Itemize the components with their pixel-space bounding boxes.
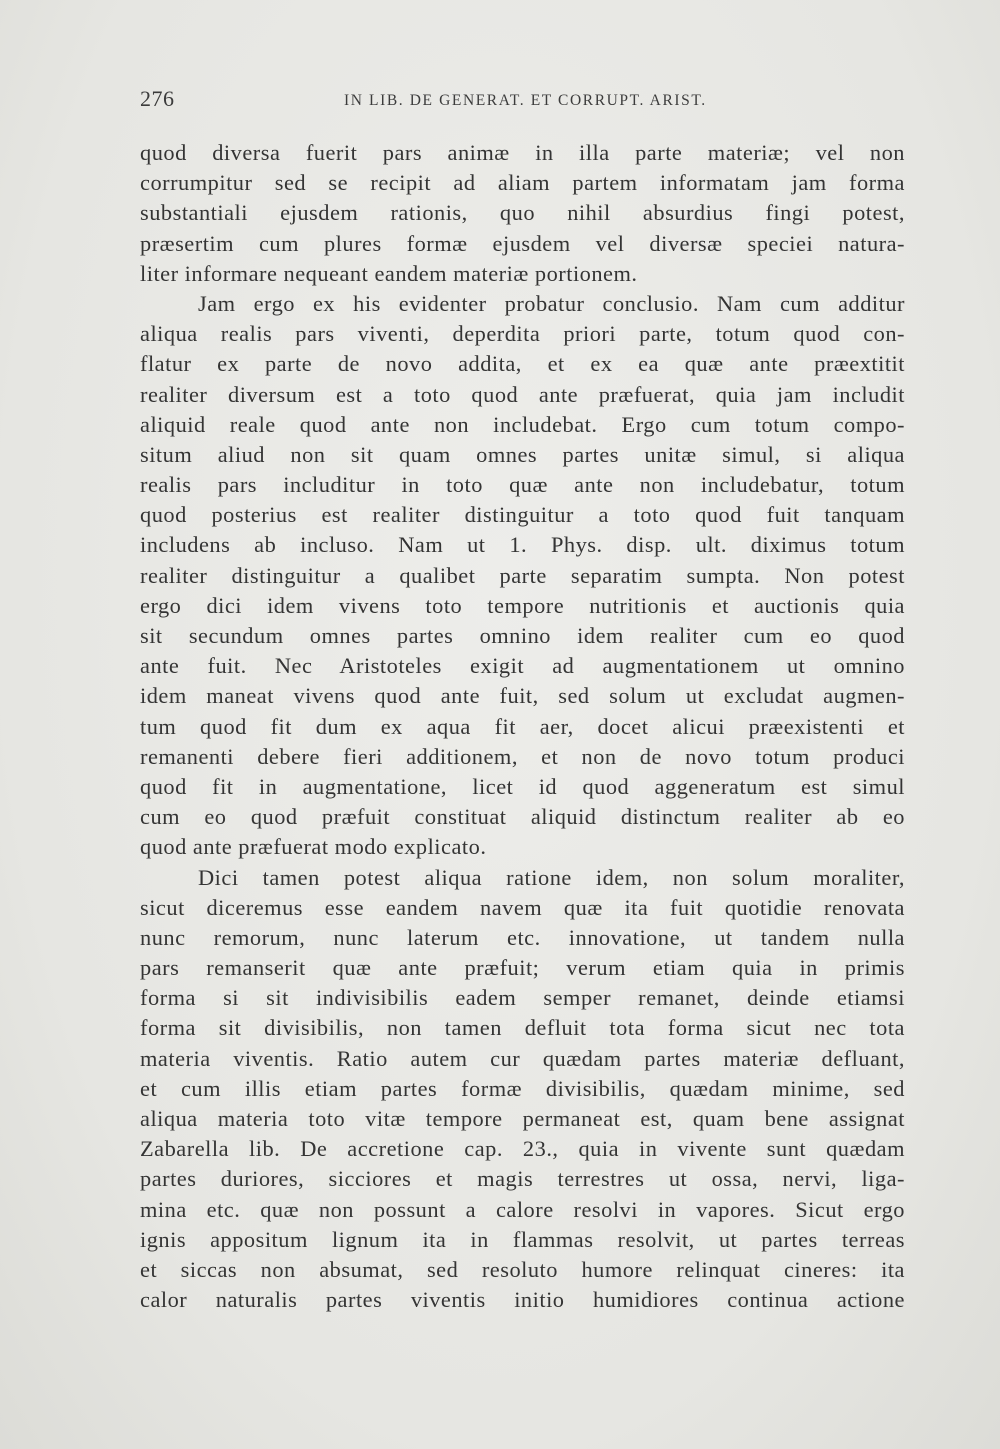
- body-text: [140, 138, 905, 1315]
- text-line: Jam ergo ex his evidenter probatur conclusio. Nam cum additur: [198, 290, 905, 316]
- text-line: sit secundum omnes partes omnino idem realiter cum eo quod: [140, 623, 905, 648]
- text-line: et siccas non absumat, sed resoluto humore relinquat cineres: ita: [140, 1256, 905, 1282]
- text-line: forma si sit indivisibilis eadem semper remanet, deinde etiamsi: [140, 985, 905, 1011]
- text-line: quod fit in augmentatione, licet id quod aggeneratum est simul: [140, 773, 905, 799]
- text-line: realiter distinguitur a qualibet parte separatim sumpta. Non potest: [140, 562, 905, 588]
- text-line: et cum illis etiam partes formæ divisibilis, quædam minime, sed: [140, 1075, 905, 1101]
- text-line: calor naturalis partes viventis initio humidiores continua actione: [140, 1287, 905, 1313]
- text-line: substantiali ejusdem rationis, quo nihil absurdius fingi potest,: [140, 200, 905, 226]
- text-line: flatur ex parte de novo addita, et ex ea quæ ante præextitit: [140, 351, 905, 377]
- text-line: liter informare nequeant eandem materiæ portionem.: [140, 260, 638, 286]
- text-line: idem maneat vivens quod ante fuit, sed solum ut excludat augmen-: [140, 683, 905, 709]
- text-line: aliqua materia toto vitæ tempore permaneat est, quam bene assignat: [140, 1106, 905, 1131]
- text-line: tum quod fit dum ex aqua fit aer, docet alicui præexistenti et: [140, 713, 905, 739]
- text-line: quod diversa fuerit pars animæ in illa parte materiæ; vel non: [140, 140, 905, 165]
- text-line: mina etc. quæ non possunt a calore resolvi in vapores. Sicut ergo: [140, 1196, 905, 1222]
- text-line: materia viventis. Ratio autem cur quædam partes materiæ defluant,: [140, 1045, 905, 1071]
- text-line: partes duriores, sicciores et magis terrestres ut ossa, nervi, liga-: [140, 1166, 905, 1192]
- text-line: Zabarella lib. De accretione cap. 23., quia in vivente sunt quædam: [140, 1136, 905, 1162]
- text-line: ergo dici idem vivens toto tempore nutritionis et auctionis quia: [140, 592, 905, 618]
- text-line: situm aliud non sit quam omnes partes unitæ simul, si aliqua: [140, 441, 905, 467]
- text-line: præsertim cum plures formæ ejusdem vel diversæ speciei natura-: [140, 230, 905, 256]
- text-line: nunc remorum, nunc laterum etc. innovatione, ut tandem nulla: [140, 924, 905, 950]
- text-line: realis pars includitur in toto quæ ante non includebatur, totum: [140, 472, 905, 498]
- text-line: aliquid reale quod ante non includebat. Ergo cum totum compo-: [140, 411, 905, 437]
- text-line: aliqua realis pars viventi, deperdita priori parte, totum quod con-: [140, 321, 905, 347]
- text-line: Dici tamen potest aliqua ratione idem, non solum moraliter,: [198, 864, 905, 890]
- page-header: [140, 86, 910, 116]
- page-number: 276: [140, 86, 175, 111]
- text-line: corrumpitur sed se recipit ad aliam partem informatam jam forma: [140, 170, 905, 196]
- text-line: forma sit divisibilis, non tamen defluit tota forma sicut nec tota: [140, 1015, 905, 1041]
- text-line: quod posterius est realiter distinguitur a toto quod fuit tanquam: [140, 502, 905, 528]
- text-line: quod ante præfuerat modo explicato.: [140, 834, 487, 860]
- text-line: ignis appositum lignum ita in flammas resolvit, ut partes terreas: [140, 1226, 905, 1252]
- text-line: sicut diceremus esse eandem navem quæ ita fuit quotidie renovata: [140, 894, 905, 920]
- text-line: realiter diversum est a toto quod ante præfuerat, quia jam includit: [140, 381, 905, 407]
- text-line: cum eo quod præfuit constituat aliquid distinctum realiter ab eo: [140, 804, 905, 830]
- text-line: includens ab incluso. Nam ut 1. Phys. disp. ult. diximus totum: [140, 532, 905, 558]
- text-line: ante fuit. Nec Aristoteles exigit ad augmentationem ut omnino: [140, 653, 905, 679]
- running-title: IN LIB. DE GENERAT. ET CORRUPT. ARIST.: [344, 92, 707, 109]
- text-line: remanenti debere fieri additionem, et non de novo totum produci: [140, 743, 905, 769]
- text-line: pars remanserit quæ ante præfuit; verum etiam quia in primis: [140, 955, 905, 981]
